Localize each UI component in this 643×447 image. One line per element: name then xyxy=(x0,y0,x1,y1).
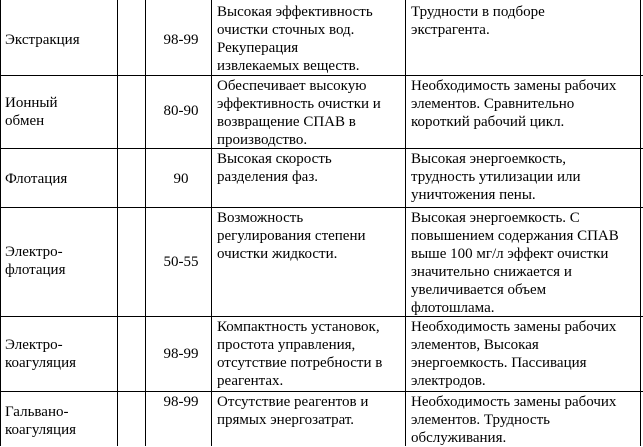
column-divider xyxy=(117,0,118,446)
efficiency-value: 98-99 xyxy=(163,346,199,362)
row-divider xyxy=(0,391,643,392)
advantages-text: Компактность установок, простота управления, отсутствие потребности в реагентах. xyxy=(217,319,383,389)
disadvantages-text: Трудности в подборе экстрагента. xyxy=(411,4,545,38)
method-name: Электро- флотация xyxy=(5,244,66,278)
disadvantages-text: Высокая энергоемкость, трудность утилизации или уничтожения пены. xyxy=(411,151,581,203)
table-border-right xyxy=(640,0,641,446)
row-divider xyxy=(0,207,643,208)
column-divider xyxy=(211,0,212,446)
efficiency-value: 80-90 xyxy=(163,103,199,119)
disadvantages-text: Высокая энергоемкость. С повышением содержания СПАВ выше 100 мг/л эффект очистки значительно снижается и увеличивается объем флотошлама. xyxy=(411,210,619,316)
efficiency-value: 90 xyxy=(173,171,189,187)
efficiency-value: 50-55 xyxy=(163,254,199,270)
disadvantages-text: Необходимость замены рабочих элементов, Высокая энергоемкость. Пассивация электродов. xyxy=(411,319,617,389)
efficiency-value: 98-99 xyxy=(163,394,199,410)
method-name: Флотация xyxy=(5,171,68,187)
method-name: Гальвано- коагуляция xyxy=(5,404,77,438)
disadvantages-text: Необходимость замены рабочих элементов. Сравнительно короткий рабочий цикл. xyxy=(411,78,617,130)
method-name: Ионный обмен xyxy=(5,95,58,129)
row-divider xyxy=(0,75,643,76)
advantages-text: Высокая эффективность очистки сточных вод. Рекуперация извлекаемых веществ. xyxy=(217,4,373,74)
advantages-text: Возможность регулирования степени очистки жидкости. xyxy=(217,210,366,262)
advantages-text: Высокая скорость разделения фаз. xyxy=(217,151,332,185)
column-divider xyxy=(405,0,406,446)
method-name: Электро- коагуляция xyxy=(5,337,77,371)
table-border-left xyxy=(0,0,1,446)
advantages-text: Обеспечивает высокую эффективность очистки и возвращение СПАВ в производство. xyxy=(217,78,381,148)
column-divider xyxy=(145,0,146,446)
disadvantages-text: Необходимость замены рабочих элементов. Трудность обслуживания. xyxy=(411,394,617,446)
efficiency-value: 98-99 xyxy=(163,32,199,48)
method-name: Экстракция xyxy=(5,32,80,48)
advantages-text: Отсутствие реагентов и прямых энергозатрат. xyxy=(217,394,369,428)
